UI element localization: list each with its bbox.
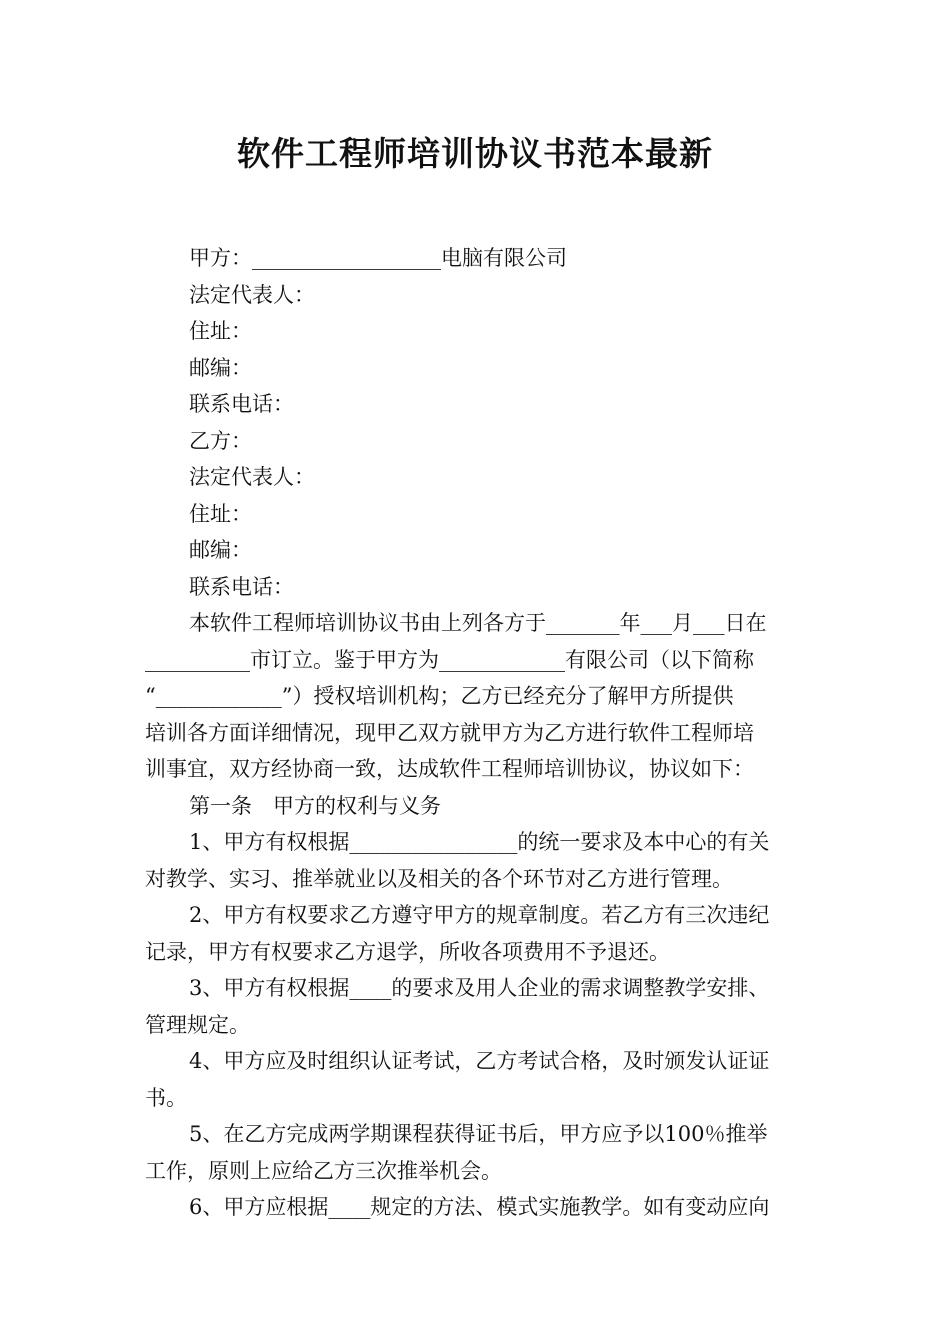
document-title: 软件工程师培训协议书范本最新: [237, 134, 713, 173]
item-1-line-2: 对教学、实习、推举就业以及相关的各个环节对乙方进行管理。: [145, 866, 733, 891]
item-4-line-1: 4、甲方应及时组织认证考试，乙方考试合格，及时颁发认证证: [189, 1049, 770, 1073]
intro-line-3: “____________”）授权培训机构；乙方已经充分了解甲方所提供: [145, 684, 734, 708]
item-4-line-2: 书。: [145, 1085, 187, 1110]
item-1-line-1: 1、甲方有权根据________________的统一要求及本中心的有关: [189, 830, 770, 854]
party-a-label: 甲方：: [189, 246, 252, 270]
article-1-heading: 第一条 甲方的权利与义务: [189, 793, 441, 818]
intro-line-4: 培训各方面详细情况，现甲乙双方就甲方为乙方进行软件工程师培: [145, 720, 754, 745]
party-a-phone: 联系电话：: [189, 392, 294, 416]
party-b-postcode: 邮编：: [189, 538, 252, 562]
party-a-legal-rep: 法定代表人：: [189, 282, 315, 307]
item-2-line-2: 记录，甲方有权要求乙方退学，所收各项费用不予退还。: [145, 939, 670, 964]
item-6-line-1: 6、甲方应根据____规定的方法、模式实施教学。如有变动应向: [189, 1195, 770, 1219]
party-b-address: 住址：: [189, 501, 252, 526]
party-a-address: 住址：: [189, 319, 252, 343]
intro-line-1: 本软件工程师培训协议书由上列各方于_______年___月___日在: [189, 611, 767, 635]
party-a-blank: __________________: [252, 246, 441, 270]
party-a-company: 电脑有限公司: [441, 246, 567, 270]
party-b-legal-rep: 法定代表人：: [189, 465, 315, 489]
party-b-phone: 联系电话：: [189, 574, 294, 599]
item-5-line-2: 工作，原则上应给乙方三次推举机会。: [145, 1158, 502, 1183]
item-3-line-1: 3、甲方有权根据____的要求及用人企业的需求调整教学安排、: [189, 976, 770, 1000]
item-2-line-1: 2、甲方有权要求乙方遵守甲方的规章制度。若乙方有三次违纪: [189, 903, 770, 927]
intro-line-2: __________市订立。鉴于甲方为____________有限公司（以下简称: [145, 647, 754, 672]
item-3-line-2: 管理规定。: [145, 1012, 250, 1037]
document-body: [145, 240, 805, 1226]
item-5-line-1: 5、在乙方完成两学期课程获得证书后，甲方应予以100％推举: [189, 1122, 768, 1146]
party-a-postcode: 邮编：: [189, 355, 252, 380]
party-b-label: 乙方：: [189, 428, 252, 453]
party-a-line: [145, 240, 805, 277]
intro-line-5: 训事宜，双方经协商一致，达成软件工程师培训协议，协议如下：: [145, 757, 754, 781]
